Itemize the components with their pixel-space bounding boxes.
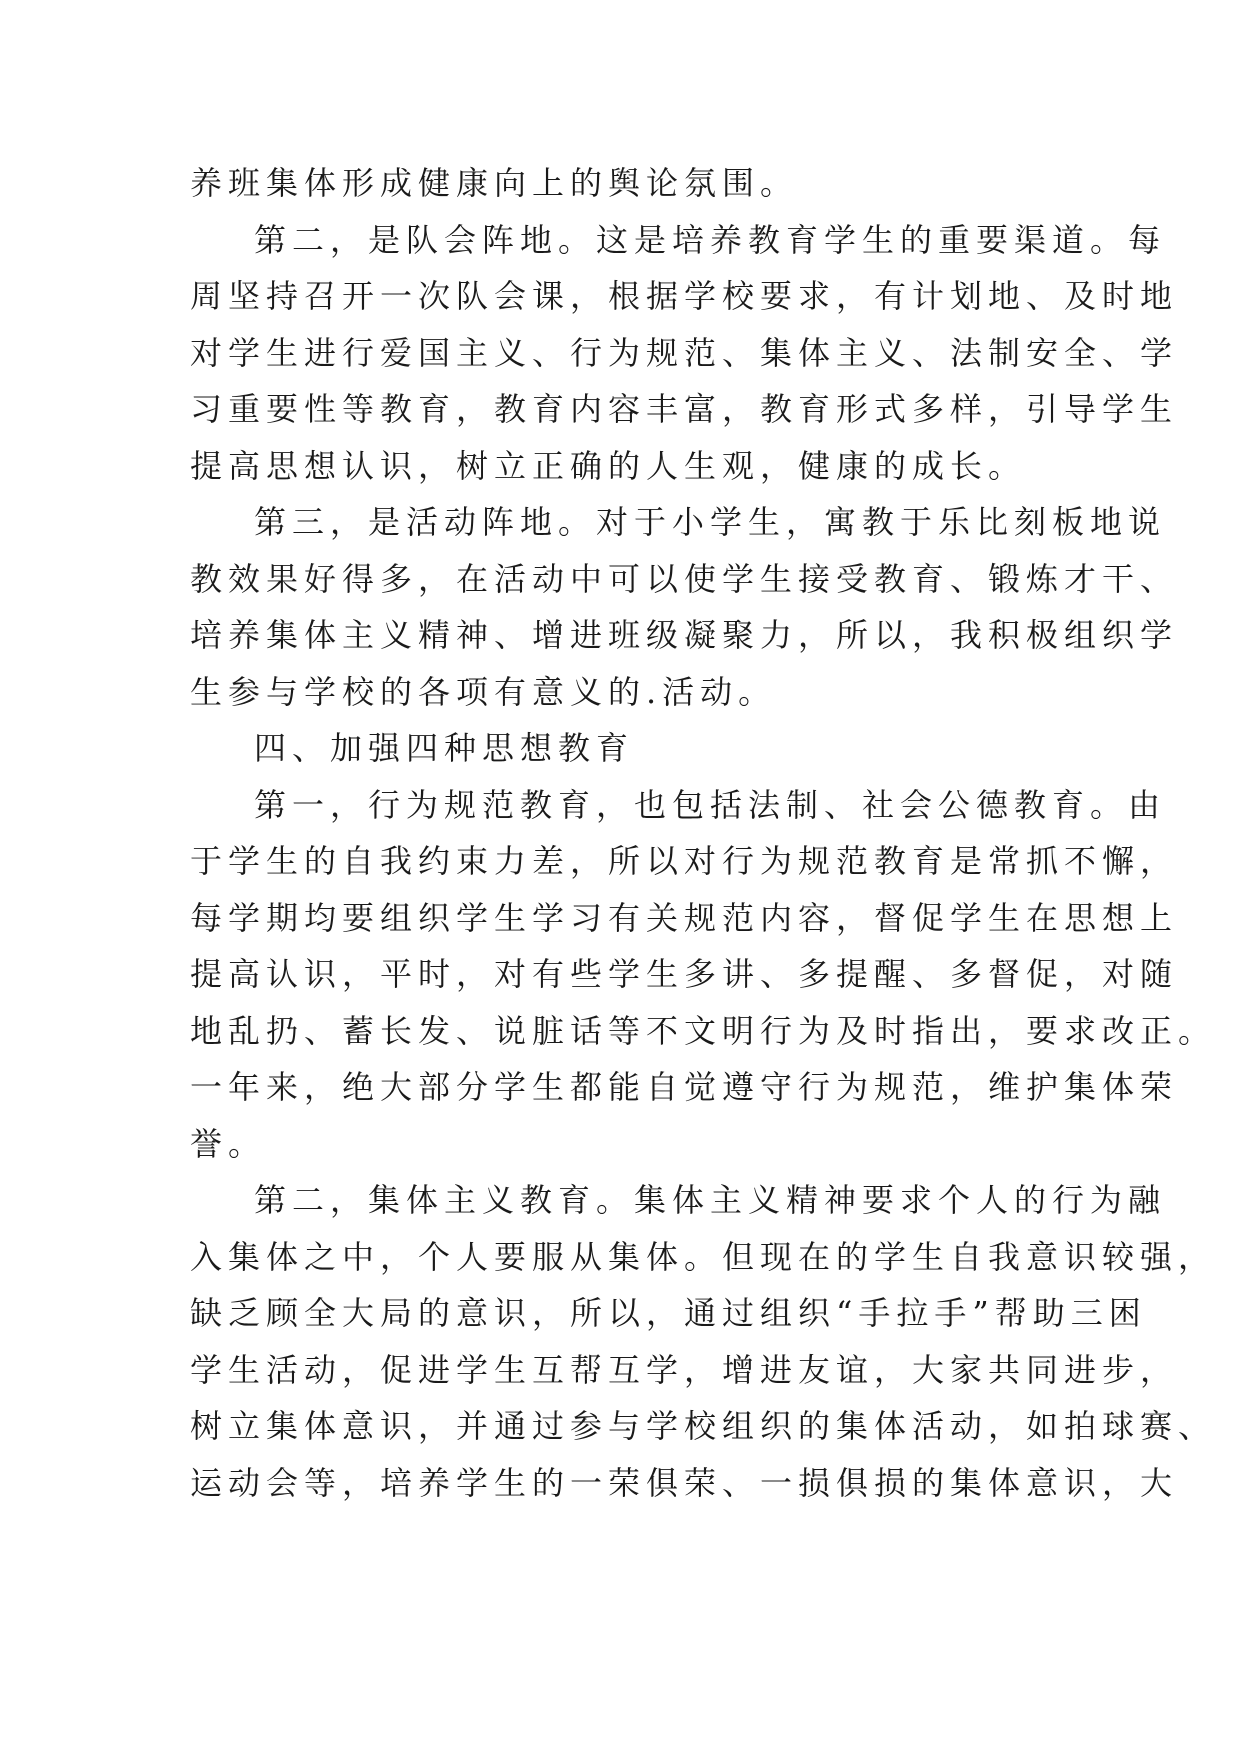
text-line: 习重要性等教育，教育内容丰富，教育形式多样，引导学生	[190, 390, 1179, 428]
text-line: 一年来，绝大部分学生都能自觉遵守行为规范，维护集体荣	[190, 1068, 1179, 1106]
text-line: 学生活动，促进学生互帮互学，增进友谊，大家共同进步，	[190, 1350, 1179, 1389]
text-line: 提高认识，平时，对有些学生多讲、多提醒、多督促，对随	[190, 955, 1179, 993]
text-line: 教效果好得多，在活动中可以使学生接受教育、锻炼才干、	[190, 559, 1179, 598]
text-line: 地乱扔、蓄长发、说脏话等不文明行为及时指出，要求改正。	[190, 1011, 1217, 1050]
paragraph-2	[190, 494, 1179, 720]
text-line: 于学生的自我约束力差，所以对行为规范教育是常抓不懈，	[190, 842, 1179, 880]
text-line: 养班集体形成健康向上的舆论氛围。	[190, 164, 799, 202]
heading-line: 四、加强四种思想教育	[254, 729, 635, 767]
text-line: 每学期均要组织学生学习有关规范内容，督促学生在思想上	[190, 898, 1179, 937]
text-line: 对学生进行爱国主义、行为规范、集体主义、法制安全、学	[190, 333, 1179, 372]
text-line: 周坚持召开一次队会课，根据学校要求，有计划地、及时地	[190, 277, 1179, 315]
text-line: 第二，集体主义教育。集体主义精神要求个人的行为融	[254, 1181, 1167, 1219]
paragraph-4	[190, 777, 1217, 1173]
text-line: 入集体之中，个人要服从集体。但现在的学生自我意识较强，	[190, 1237, 1217, 1276]
paragraph-0	[190, 155, 1060, 212]
text-line: 誉。	[190, 1124, 267, 1163]
text-line: 培养集体主义精神、增进班级凝聚力，所以，我积极组织学	[190, 616, 1179, 654]
text-line: 运动会等，培养学生的一荣俱荣、一损俱损的集体意识，大	[190, 1463, 1179, 1502]
paragraph-5	[190, 1172, 1217, 1511]
text-line: 第二，是队会阵地。这是培养教育学生的重要渠道。每	[254, 220, 1167, 259]
paragraph-1	[190, 212, 1179, 495]
text-line: 提高思想认识，树立正确的人生观，健康的成长。	[190, 446, 1027, 485]
text-line: 第一，行为规范教育，也包括法制、社会公德教育。由	[254, 785, 1167, 824]
text-line: 缺乏顾全大局的意识，所以，通过组织“手拉手”帮助三困	[190, 1294, 1147, 1332]
section-heading	[190, 720, 1060, 777]
body-text	[190, 155, 1217, 1511]
text-line: 树立集体意识，并通过参与学校组织的集体活动，如拍球赛、	[190, 1407, 1217, 1445]
text-line: 生参与学校的各项有意义的.活动。	[190, 672, 777, 711]
text-line: 第三，是活动阵地。对于小学生，寓教于乐比刻板地说	[254, 503, 1167, 541]
